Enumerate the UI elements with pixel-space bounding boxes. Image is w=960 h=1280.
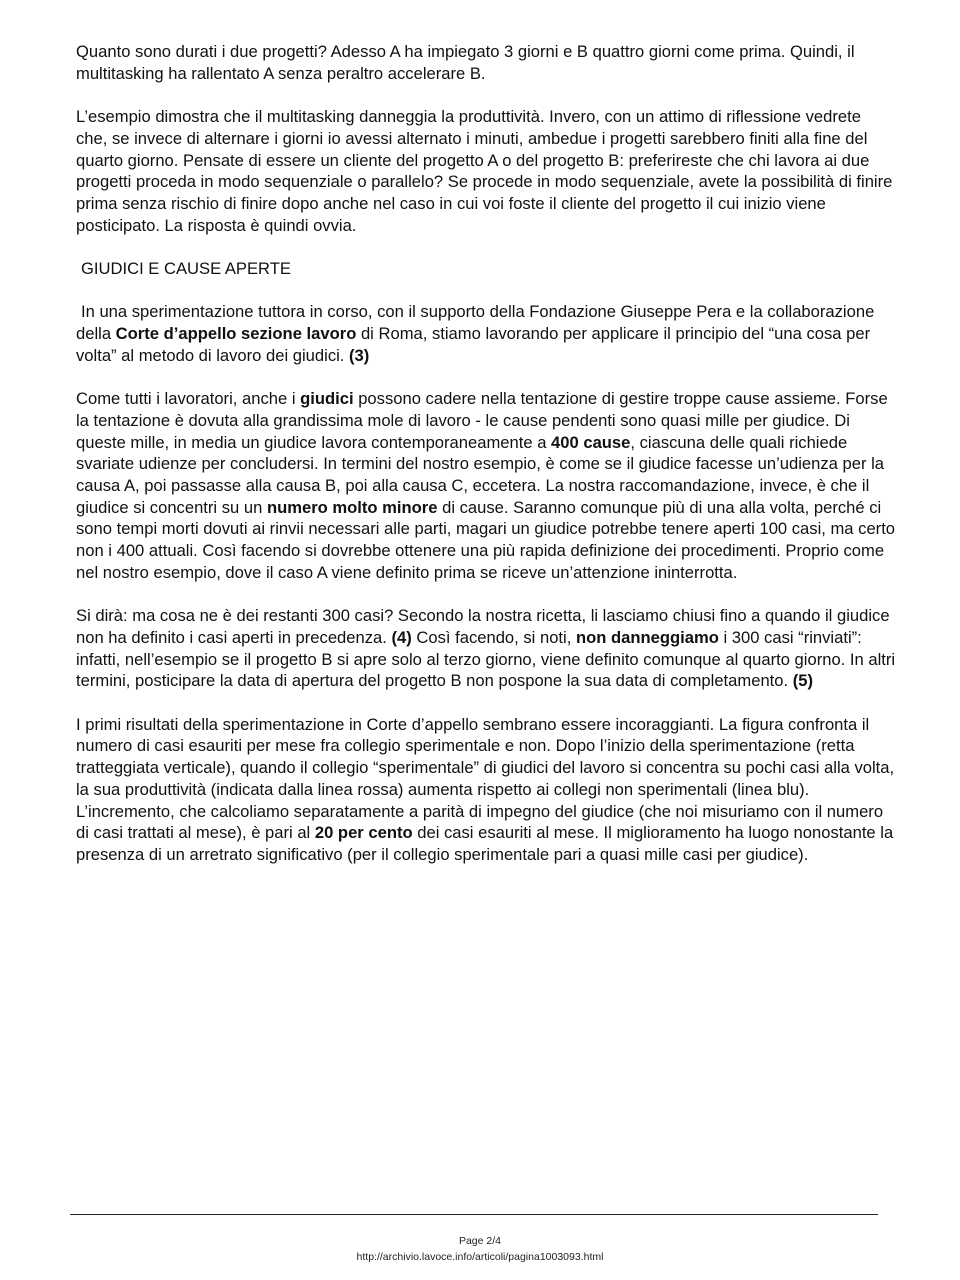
p5-bold-non-danneggiamo: non danneggiamo (575, 627, 719, 647)
footnote-ref-3: (3) (349, 345, 370, 365)
source-url: http://archivio.lavoce.info/articoli/pagina1003093.html (356, 1251, 604, 1263)
p5-text-e: i 300 casi “rinviati”: infatti, nell’esempio se il progetto B si apre solo al terzo giorno, viene definito comunque al quarto giorno. In altri termini, posticipare la data di apertura del progetto B non pospone la sua data di completamento. (76, 627, 896, 691)
p3-text-a: In una sperimentazione tuttora in corso, con il supporto della Fondazione Giuseppe Pera e la collaborazione della (76, 302, 875, 344)
paragraph-first-results (76, 714, 896, 866)
p5-text-a: Si dirà: ma cosa ne è dei restanti 300 casi? Secondo la nostra ricetta, li lasciamo chiusi fino a quando il giudice non ha definito i casi aperti in precedenza. (76, 606, 890, 647)
paragraph-judges (76, 388, 896, 583)
paragraph-remaining-cases (76, 605, 896, 692)
p4-bold-numero-minore: numero molto minore (266, 497, 438, 517)
p5-text-c: Così facendo, si noti, (411, 627, 576, 647)
p4-bold-400-cause: 400 cause (551, 432, 631, 452)
paragraph-project-duration: Quanto sono durati i due progetti? Adesso A ha impiegato 3 giorni e B quattro giorni come prima. Quindi, il multitasking ha rallentato A senza peraltro accelerare B. (76, 42, 855, 83)
p3-bold-court: Corte d’appello sezione lavoro (115, 324, 357, 344)
footer-divider (70, 1214, 878, 1215)
paragraph-multitasking-example: L’esempio dimostra che il multitasking danneggia la produttività. Invero, con un attimo di riflessione vedrete che, se invece di alternare i giorni io avessi alternato i minuti, ambedue i progetti sarebbero finiti alla fine del quarto giorno. Pensate di essere un cliente del progetto A o del progetto B: preferireste che chi lavora ai due progetti proceda in modo sequenziale o parallelo? Se procede in modo sequenziale, avete la possibilità di finire prima senza rischio di finire dopo anche nel caso in cui voi foste il cliente del progetto il cui inizio viene posticipato. La risposta è quindi ovvia. (76, 107, 893, 235)
section-heading: GIUDICI E CAUSE APERTE (81, 259, 291, 278)
p4-text-a: Come tutti i lavoratori, anche i (76, 389, 301, 409)
p6-bold-20-per-cento: 20 per cento (314, 823, 413, 843)
p4-text-c: possono cadere nella tentazione di gestire troppe cause assieme. Forse la tentazione è dovuta alla grandissima mole di lavoro - le cause pendenti sono quasi mille per giudice. Di queste mille, in media un giudice lavora contemporaneamente a (76, 389, 888, 452)
page-number: Page 2/4 (458, 1235, 502, 1247)
p6-text-c: dei casi esauriti al mese. Il miglioramento ha luogo nonostante la presenza di un arretrato significativo (per il collegio sperimentale pari a quasi mille casi per giudice). (76, 823, 894, 864)
paragraph-experiment (76, 301, 896, 366)
footnote-ref-4: (4) (391, 627, 412, 647)
footnote-ref-5: (5) (792, 671, 814, 691)
p3-text-c: di Roma, stiamo lavorando per applicare il principio del “una cosa per volta” al metodo di lavoro dei giudici. (76, 324, 871, 365)
p4-text-e: , ciascuna delle quali richiede svariate udienze per concludersi. In termini del nostro esempio, è come se il giudice facesse un’udienza per la causa A, poi passasse alla causa B, poi alla causa C, eccetera. La nostra raccomandazione, invece, è che il giudice si concentri su un (76, 432, 884, 517)
p4-bold-giudici: giudici (300, 389, 354, 409)
article-body (76, 41, 896, 887)
p6-text-a: I primi risultati della sperimentazione in Corte d’appello sembrano essere incoraggianti. La figura confronta il numero di casi esauriti per mese fra collegio sperimentale e non. Dopo l’inizio della sperimentazione (retta tratteggiata verticale), quando il collegio “sperimentale” di giudici del lavoro si concentra su pochi casi alla volta, la sua produttività (indicata dalla linea rossa) aumenta rispetto ai collegi non sperimentali (linea blu). L’incremento, che calcoliamo separatamente a parità di impegno del giudice (che noi misuriamo con il numero di casi trattati al mese), è pari al (76, 714, 895, 843)
p4-text-g: di cause. Saranno comunque più di una alla volta, perché ci sono tempi morti dovuti ai rinvii necessari alle parti, magari un giudice potrebbe tenere aperti 100 casi, ma certo non i 400 attuali. Così facendo si dovrebbe ottenere una più rapida definizione dei procedimenti. Proprio come nel nostro esempio, dove il caso A viene definito prima se riceve un’attenzione ininterrotta. (76, 497, 896, 582)
